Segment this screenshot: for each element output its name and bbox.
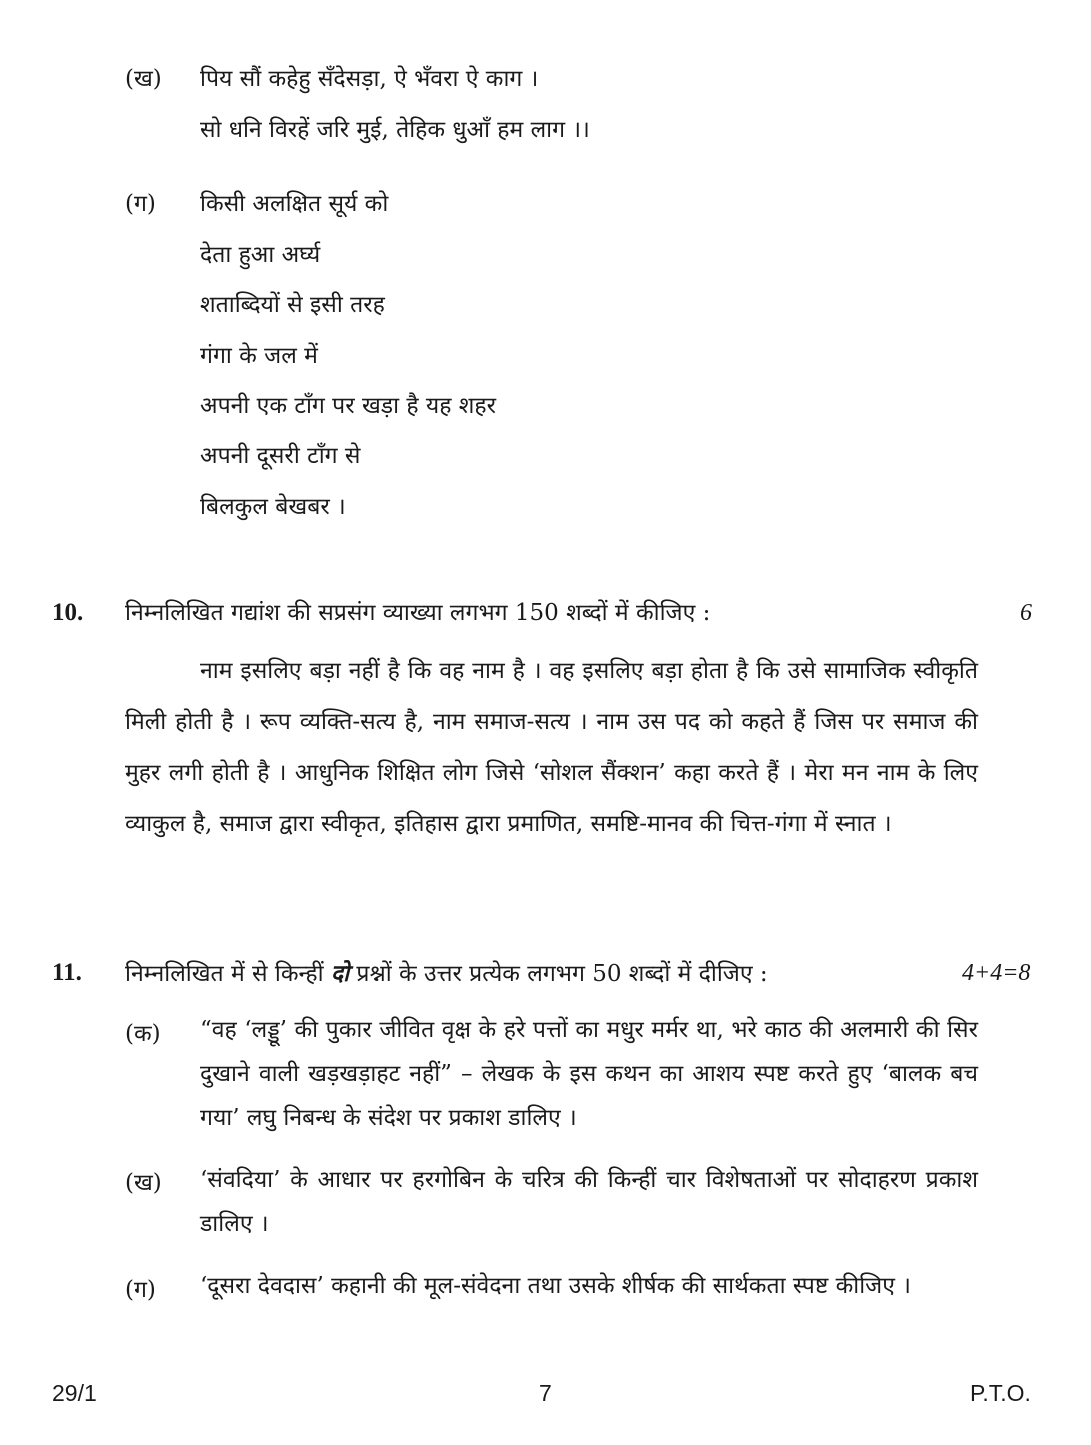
q10-question: निम्नलिखित गद्यांश की सप्रसंग व्याख्या लगभग 150 शब्दों में कीजिए : — [125, 600, 711, 626]
q11-part-ga-label: (ग) — [125, 1277, 156, 1303]
q11-part-ga-text: ‘दूसरा देवदास’ कहानी की मूल-संवेदना तथा उसके शीर्षक की सार्थकता स्पष्ट कीजिए । — [200, 1273, 911, 1299]
q9-ga-line-6: अपनी दूसरी टाँग से — [200, 443, 361, 469]
q11-number: 11. — [52, 959, 82, 986]
q11-question — [125, 960, 768, 989]
q11-question-pre: निम्नलिखित में से किन्हीं — [125, 961, 324, 987]
q10-number: 10. — [52, 599, 84, 626]
q9-kha-line-2: सो धनि विरहें जरि मुई, तेहिक धुआँ हम लाग ।। — [200, 117, 590, 143]
q9-ga-line-5: अपनी एक टाँग पर खड़ा है यह शहर — [200, 393, 496, 419]
q11-part-kha-text: ‘संवदिया’ के आधार पर हरगोबिन के चरित्र की किन्हीं चार विशेषताओं पर सोदाहरण प्रकाश डालिए । — [200, 1167, 978, 1237]
q10-marks: 6 — [1020, 600, 1032, 626]
q11-question-emph: दो — [330, 960, 350, 987]
q11-part-ka-text: “वह ‘लड्डू’ की पुकार जीवित वृक्ष के हरे पत्तों का मधुर मर्मर था, भरे काठ की अलमारी की सिर दुखाने वाली खड़खड़ाहट नहीं” – लेखक के इस कथन का आशय स्पष्ट करते हुए ‘बालक बच गया’ लघु निबन्ध के संदेश पर प्रकाश डालिए । — [200, 1017, 978, 1131]
footer-page-number: 7 — [539, 1380, 552, 1406]
q9-ga-line-7: बिलकुल बेखबर । — [200, 494, 346, 520]
q11-question-post: प्रश्नों के उत्तर प्रत्येक लगभग 50 शब्दों में दीजिए : — [356, 961, 768, 987]
q9-kha-line-1: पिय सौं कहेहु सँदेसड़ा, ऐ भँवरा ऐ काग । — [200, 66, 539, 92]
q10-passage: नाम इसलिए बड़ा नहीं है कि वह नाम है । वह इसलिए बड़ा होता है कि उसे सामाजिक स्वीकृति मिली होती है । रूप व्यक्ति-सत्य है, नाम समाज-सत्य । नाम उस पद को कहते हैं जिस पर समाज की मुहर लगी होती है । आधुनिक शिक्षित लोग जिसे ‘सोशल सैंक्शन’ कहा करते हैं । मेरा मन नाम के लिए व्याकुल है, समाज द्वारा स्वीकृत, इतिहास द्वारा प्रमाणित, समष्टि-मानव की चित्त-गंगा में स्नात । — [125, 658, 978, 837]
q9-ga-line-2: देता हुआ अर्घ्य — [200, 242, 321, 268]
q11-marks: 4+4=8 — [962, 960, 1031, 986]
q11-part-ka-label: (क) — [125, 1021, 161, 1047]
q9-ga-line-1: किसी अलक्षित सूर्य को — [200, 191, 389, 217]
q11-part-kha-label: (ख) — [125, 1170, 162, 1196]
footer-paper-code: 29/1 — [52, 1380, 97, 1406]
footer-pto: P.T.O. — [970, 1380, 1031, 1406]
q9-ga-line-4: गंगा के जल में — [200, 343, 318, 369]
q9-ga-label: (ग) — [125, 191, 156, 217]
q9-kha-label: (ख) — [125, 66, 162, 92]
q9-ga-line-3: शताब्दियों से इसी तरह — [200, 292, 385, 318]
